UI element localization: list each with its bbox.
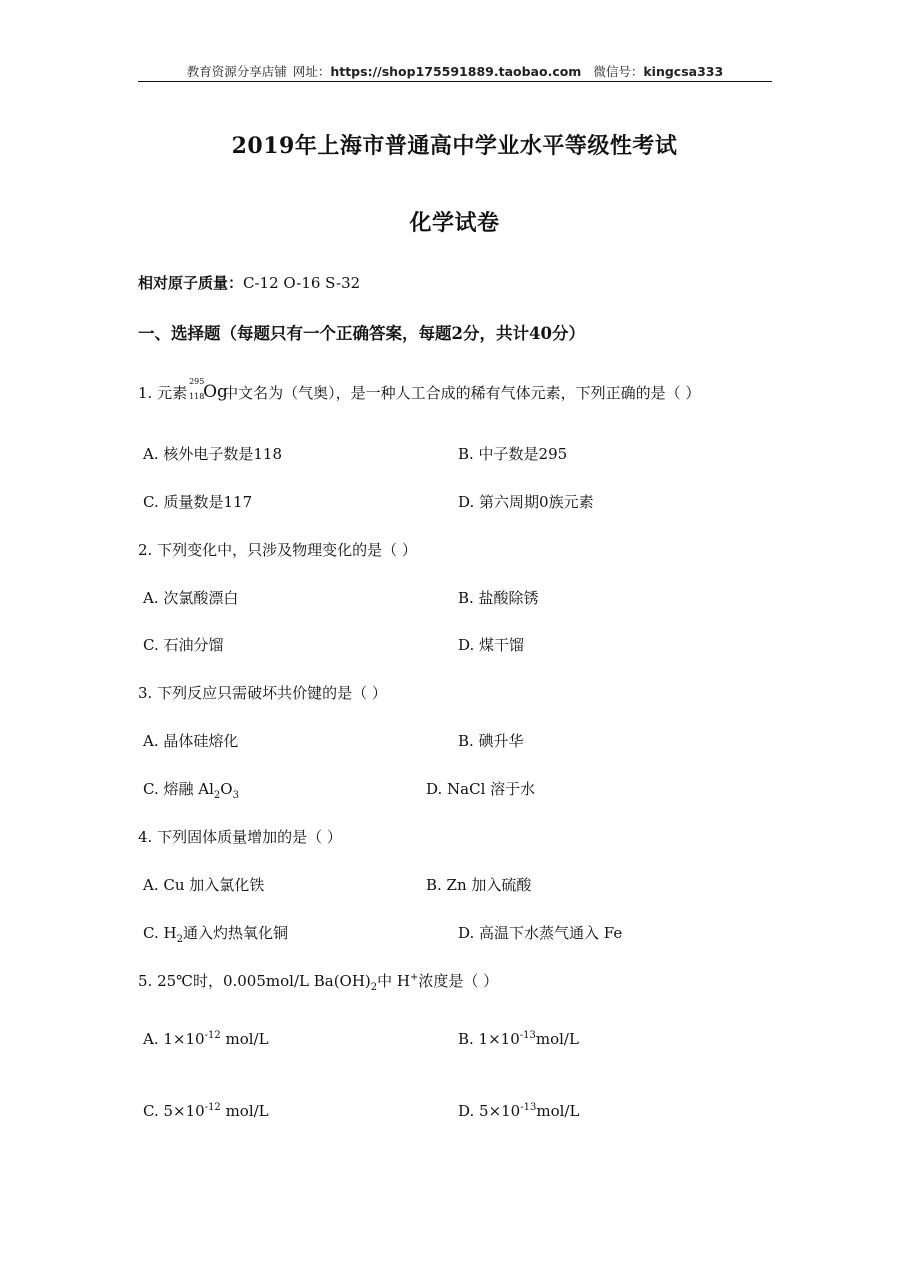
- q4-option-c-text: 通入灼热氧化铜: [182, 924, 288, 942]
- q1-option-b[interactable]: B. 中子数是295: [458, 445, 568, 463]
- shop-url-link[interactable]: https://shop175591889.taobao.com: [330, 64, 582, 79]
- q2-option-c[interactable]: C. 石油分馏: [143, 636, 224, 654]
- q4-option-d[interactable]: D. 高温下水蒸气通入 Fe: [458, 924, 623, 942]
- q1-suffix: 中文名为（气奥），是一种人工合成的稀有气体元素，下列正确的是（ ）: [223, 384, 701, 402]
- page-header: [138, 62, 772, 80]
- q5-sub-2: 2: [370, 982, 378, 993]
- q5-d-unit: mol/L: [536, 1102, 580, 1120]
- q3-option-b[interactable]: B. 碘升华: [458, 732, 524, 750]
- q3-option-d[interactable]: D. NaCl 溶于水: [426, 780, 536, 798]
- atomic-masses: [138, 272, 360, 293]
- q5-stem-b: 中 H: [377, 972, 411, 990]
- q1-option-c[interactable]: C. 质量数是117: [143, 493, 253, 511]
- section-heading: 一、选择题（每题只有一个正确答案，每题2分，共计40分）: [138, 324, 585, 343]
- q4-sub-2: 2: [176, 934, 183, 945]
- q5-c-coef: C. 5×10: [143, 1102, 205, 1120]
- q4-option-c[interactable]: [143, 922, 288, 945]
- nuclide-mass-number: 295: [189, 377, 205, 386]
- q5-option-a[interactable]: [143, 1030, 269, 1048]
- nuclide-symbol: [187, 377, 228, 404]
- q1-option-d[interactable]: D. 第六周期0族元素: [458, 493, 594, 511]
- wechat-id: kingcsa333: [643, 64, 724, 79]
- q2-option-d[interactable]: D. 煤干馏: [458, 636, 525, 654]
- q5-d-exp: -13: [520, 1102, 537, 1113]
- q5-d-coef: D. 5×10: [458, 1102, 521, 1120]
- q5-option-d[interactable]: [458, 1102, 579, 1120]
- atomic-masses-label: 相对原子质量：: [138, 274, 244, 292]
- q5-stem-c: 浓度是（ ）: [418, 972, 499, 990]
- q5-stem-a: 5. 25℃时，0.005mol/L Ba(OH): [138, 972, 371, 990]
- exam-subtitle: 化学试卷: [409, 210, 500, 236]
- header-divider: [138, 81, 772, 82]
- question-2-stem: 2. 下列变化中，只涉及物理变化的是（ ）: [138, 541, 417, 559]
- question-1-stem: [138, 377, 701, 404]
- question-4-stem: 4. 下列固体质量增加的是（ ）: [138, 828, 342, 846]
- shop-name: 教育资源分享店铺: [186, 64, 287, 79]
- q5-c-unit: mol/L: [225, 1102, 269, 1120]
- q3-option-c-text: C. 熔融 Al: [143, 780, 214, 798]
- q5-b-coef: B. 1×10: [458, 1030, 520, 1048]
- wechat-label: 微信号：: [593, 64, 644, 79]
- url-label: 网址：: [292, 64, 331, 79]
- q5-option-b[interactable]: [458, 1030, 579, 1048]
- q3-option-a[interactable]: A. 晶体硅熔化: [143, 732, 239, 750]
- q5-c-exp: -12: [204, 1102, 221, 1113]
- atomic-masses-values: C-12 O-16 S-32: [243, 274, 361, 292]
- q5-a-coef: A. 1×10: [143, 1030, 205, 1048]
- q4-option-a[interactable]: A. Cu 加入氯化铁: [143, 876, 265, 894]
- q3-sub-3: 3: [232, 790, 239, 801]
- q4-option-c-prefix: C. H: [143, 924, 177, 942]
- exam-title: 2019年上海市普通高中学业水平等级性考试: [231, 133, 678, 159]
- q3-option-c[interactable]: [143, 778, 239, 801]
- q3-oxygen: O: [220, 780, 233, 798]
- q5-a-unit: mol/L: [225, 1030, 269, 1048]
- q5-b-unit: mol/L: [535, 1030, 579, 1048]
- nuclide-element: Og: [203, 382, 228, 402]
- q1-option-a[interactable]: A. 核外电子数是118: [143, 445, 282, 463]
- question-3-stem: 3. 下列反应只需破坏共价键的是（ ）: [138, 684, 387, 702]
- q2-option-b[interactable]: B. 盐酸除锈: [458, 589, 539, 607]
- q5-sup-plus: +: [410, 972, 419, 983]
- q5-option-c[interactable]: [143, 1102, 269, 1120]
- q3-sub-2: 2: [213, 790, 221, 801]
- nuclide-atomic-number: 118: [189, 392, 205, 401]
- q5-b-exp: -13: [519, 1030, 536, 1041]
- q1-prefix: 1. 元素: [138, 384, 188, 402]
- question-5-stem: [138, 970, 498, 993]
- q4-option-b[interactable]: B. Zn 加入硫酸: [426, 876, 532, 894]
- q2-option-a[interactable]: A. 次氯酸漂白: [143, 589, 239, 607]
- q5-a-exp: -12: [204, 1030, 221, 1041]
